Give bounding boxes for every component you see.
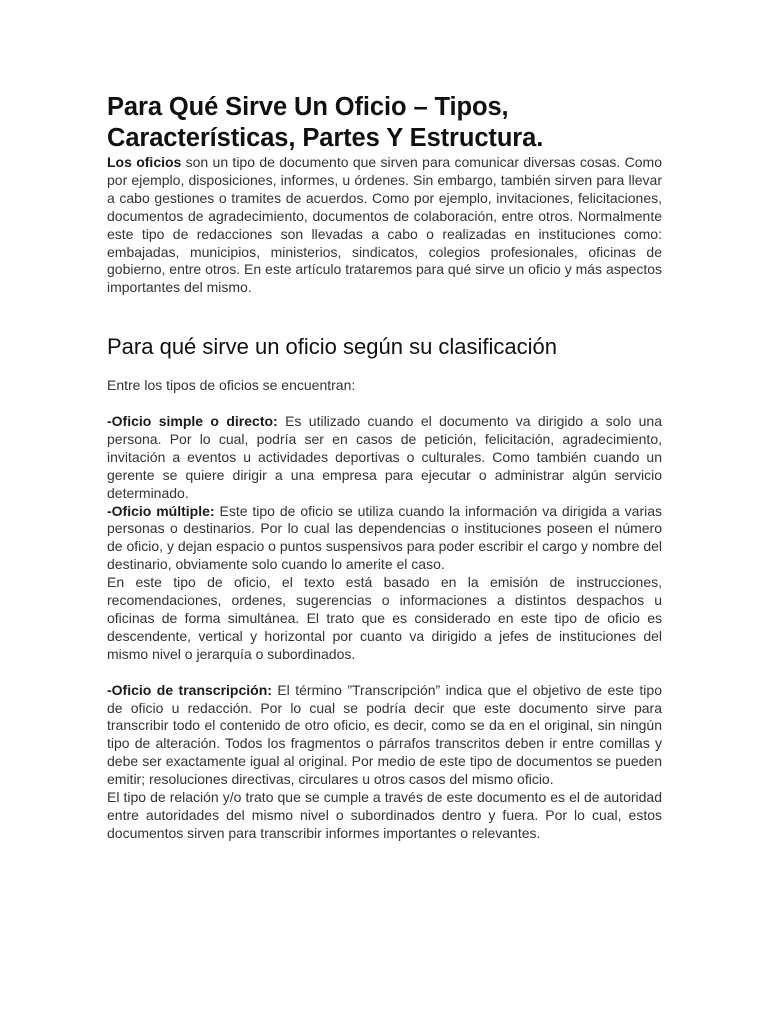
transcription-label: -Oficio de transcripción: — [107, 681, 272, 698]
intro-lead: Los oficios — [107, 154, 182, 170]
simple-label: -Oficio simple o directo: — [107, 413, 278, 430]
multiple-paragraph-2: En este tipo de oficio, el texto está basado en la emisión de instrucciones, recomendaciones, ordenes, sugerencias o informaciones a distintos despachos u oficinas de forma simultánea. El trato que es considerado en este tipo de oficio es descendente, vertical y horizontal por cuanto va dirigido a jefes de instituciones del mismo nivel o jerarquía o subordinados. — [107, 574, 662, 662]
multiple-text: Este tipo de oficio se utiliza cuando la información va dirigida a varias personas o destinarios. Por lo cual las dependencias o instituciones poseen el número de oficio, y dejan espacio o puntos suspensivos para poder escribir el cargo y nombre del destinario, obviamente solo cuando lo amerite el caso. — [107, 502, 662, 573]
transcription-text: El término ”Transcripción” indica que el objetivo de este tipo de oficio u redacción. Por lo cual se podría decir que este documento sirve para transcribir todo el contenido de otro oficio, es decir, como se da en el original, sin ningún tipo de alteración. Todos los fragmentos o párrafos transcritos deben ir entre comillas y debe ser exactamente igual al original. Por medio de este tipo de documentos se pueden emitir; resoluciones directivas, circulares u otros casos del mismo oficio. — [107, 681, 662, 788]
transcription-paragraph — [107, 682, 662, 789]
intro-text: son un tipo de documento que sirven para comunicar diversas cosas. Como por ejemplo, disposiciones, informes, u órdenes. Sin embargo, también sirven para llevar a cabo gestiones o tramites de acuerdos. Como por ejemplo, invitaciones, felicitaciones, documentos de agradecimiento, documentos de colaboración, entre otros. Normalmente este tipo de redacciones son llevadas a cabo o realizadas en instituciones como: embajadas, municipios, ministerios, sindicatos, colegios profesionales, oficinas de gobierno, entre otros. En este artículo trataremos para qué sirve un oficio y más aspectos importantes del mismo. — [107, 154, 662, 296]
intro-paragraph — [107, 154, 662, 297]
section-heading: Para qué sirve un oficio según su clasificación — [107, 334, 558, 360]
spacer — [107, 395, 662, 413]
multiple-paragraph — [107, 503, 662, 575]
multiple-label: -Oficio múltiple: — [107, 502, 215, 519]
spacer — [107, 664, 662, 682]
transcription-paragraph-2: El tipo de relación y/o trato que se cumple a través de este documento es el de autoridad entre autoridades del mismo nivel o subordinados dentro y fuera. Por lo cual, estos documentos sirven para transcribir informes importantes o relevantes. — [107, 789, 662, 841]
document-title: Para Qué Sirve Un Oficio – Tipos, Características, Partes Y Estructura. — [107, 93, 544, 152]
simple-text: Es utilizado cuando el documento va dirigido a solo una persona. Por lo cual, podría ser en casos de petición, felicitación, agradecimiento, invitación a eventos u actividades deportivas o culturales. Como también cuando un gerente se quiere dirigir a una empresa para ejecutar o administrar algún servicio determinado. — [107, 413, 662, 501]
types-intro: Entre los tipos de oficios se encuentran: — [107, 377, 356, 394]
simple-paragraph — [107, 413, 662, 503]
